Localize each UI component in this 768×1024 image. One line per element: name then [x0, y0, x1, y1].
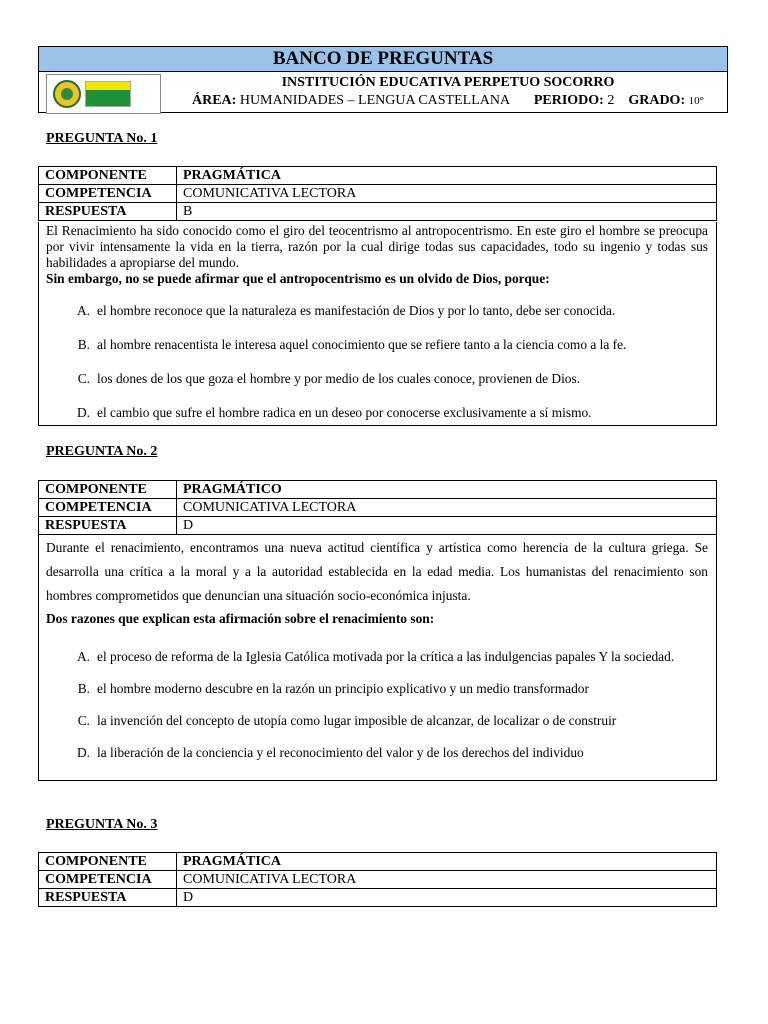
question-2-heading: PREGUNTA No. 2 — [46, 444, 158, 459]
option-c — [46, 371, 708, 405]
option-letter: B. — [77, 337, 90, 352]
componente-value: PRAGMÁTICA — [177, 853, 717, 871]
header-meta-line — [169, 92, 727, 110]
flag-stripe-3 — [86, 98, 130, 106]
option-text: el proceso de reforma de la Iglesia Católica motivada por la crítica a las indulgencias papales Y la sociedad. — [97, 649, 675, 664]
competencia-label: COMPETENCIA — [39, 871, 177, 889]
flag-icon — [85, 81, 131, 107]
flag-stripe-2 — [86, 90, 130, 98]
competencia-label: COMPETENCIA — [39, 185, 177, 203]
question-2-meta-table — [38, 480, 717, 535]
option-d — [46, 745, 708, 761]
option-text: los dones de los que goza el hombre y por medio de los cuales conoce, provienen de Dios. — [97, 371, 581, 386]
respuesta-value: B — [177, 203, 717, 221]
answer-options — [46, 303, 708, 421]
respuesta-label: RESPUESTA — [39, 517, 177, 535]
question-1-heading: PREGUNTA No. 1 — [46, 131, 158, 146]
answer-options — [46, 649, 708, 761]
option-letter: C. — [77, 713, 90, 728]
option-letter: D. — [76, 745, 90, 760]
option-a — [46, 649, 708, 681]
question-1-meta-table — [38, 166, 717, 221]
respuesta-label: RESPUESTA — [39, 889, 177, 907]
option-b — [46, 337, 708, 371]
option-letter: D. — [76, 405, 90, 420]
table-row — [39, 517, 717, 535]
competencia-value: COMUNICATIVA LECTORA — [177, 871, 717, 889]
table-row — [39, 499, 717, 517]
question-3-heading: PREGUNTA No. 3 — [46, 817, 158, 832]
periodo-label: PERIODO: — [533, 93, 604, 108]
question-2-body — [38, 535, 717, 781]
componente-value: PRAGMÁTICO — [177, 481, 717, 499]
table-row — [39, 889, 717, 907]
componente-label: COMPONENTE — [39, 167, 177, 185]
table-row — [39, 167, 717, 185]
table-row — [39, 481, 717, 499]
table-row — [39, 871, 717, 889]
respuesta-value: D — [177, 517, 717, 535]
institution-name: INSTITUCIÓN EDUCATIVA PERPETUO SOCORRO — [281, 75, 615, 90]
competencia-value: COMUNICATIVA LECTORA — [177, 185, 717, 203]
respuesta-value: D — [177, 889, 717, 907]
area-label: ÁREA: — [191, 93, 237, 108]
question-1-body — [38, 222, 717, 426]
table-row — [39, 185, 717, 203]
option-text: el cambio que sufre el hombre radica en un deseo por conocerse exclusivamente a sí mismo. — [97, 405, 592, 420]
competencia-value: COMUNICATIVA LECTORA — [177, 499, 717, 517]
componente-label: COMPONENTE — [39, 853, 177, 871]
competencia-label: COMPETENCIA — [39, 499, 177, 517]
option-letter: A. — [76, 649, 90, 664]
question-prompt: Sin embargo, no se puede afirmar que el antropocentrismo es un olvido de Dios, porque: — [46, 271, 550, 286]
option-letter: B. — [77, 681, 90, 696]
school-seal-icon — [53, 80, 81, 108]
area-value: HUMANIDADES – LENGUA CASTELLANA — [239, 93, 510, 108]
option-text: al hombre renacentista le interesa aquel conocimiento que se refiere tanto a la ciencia como a la fe. — [97, 337, 627, 352]
flag-stripe-1 — [86, 82, 130, 90]
grado-value: 10° — [688, 95, 705, 107]
option-c — [46, 713, 708, 745]
option-text: el hombre moderno descubre en la razón un principio explicativo y un medio transformador — [97, 681, 589, 696]
respuesta-label: RESPUESTA — [39, 203, 177, 221]
periodo-value: 2 — [607, 93, 615, 108]
document-title: BANCO DE PREGUNTAS — [39, 47, 727, 72]
question-prompt: Dos razones que explican esta afirmación sobre el renacimiento son: — [46, 611, 435, 626]
table-row — [39, 203, 717, 221]
header-body — [39, 72, 727, 113]
question-stem: Durante el renacimiento, encontramos una nueva actitud científica y artística como herencia de la cultura griega. Se desarrolla una crítica a la moral y a la autoridad establecida en la edad media. Los humanistas del renacimiento son hombres comprometidos que denuncian una situación socio-económica injusta. — [46, 540, 708, 603]
option-text: el hombre reconoce que la naturaleza es manifestación de Dios y por lo tanto, debe ser conocida. — [97, 303, 616, 318]
question-3-meta-table — [38, 852, 717, 907]
option-text: la invención del concepto de utopía como lugar imposible de alcanzar, de localizar o de construir — [97, 713, 617, 728]
componente-label: COMPONENTE — [39, 481, 177, 499]
option-b — [46, 681, 708, 713]
document-header — [38, 46, 728, 113]
option-letter: A. — [76, 303, 90, 318]
question-stem: El Renacimiento ha sido conocido como el giro del teocentrismo al antropocentrismo. En este giro el hombre se preocupa por vivir intensamente la vida en la tierra, razón por la cual dirige todas sus capacidades, todo su ingenio y todas sus habilidades a apropiarse del mundo. — [46, 223, 708, 270]
componente-value: PRAGMÁTICA — [177, 167, 717, 185]
option-d — [46, 405, 708, 421]
option-text: la liberación de la conciencia y el reconocimiento del valor y de los derechos del individuo — [97, 745, 584, 760]
institution-logo — [46, 74, 161, 114]
grado-label: GRADO: — [628, 93, 686, 108]
option-a — [46, 303, 708, 337]
table-row — [39, 853, 717, 871]
option-letter: C. — [77, 371, 90, 386]
